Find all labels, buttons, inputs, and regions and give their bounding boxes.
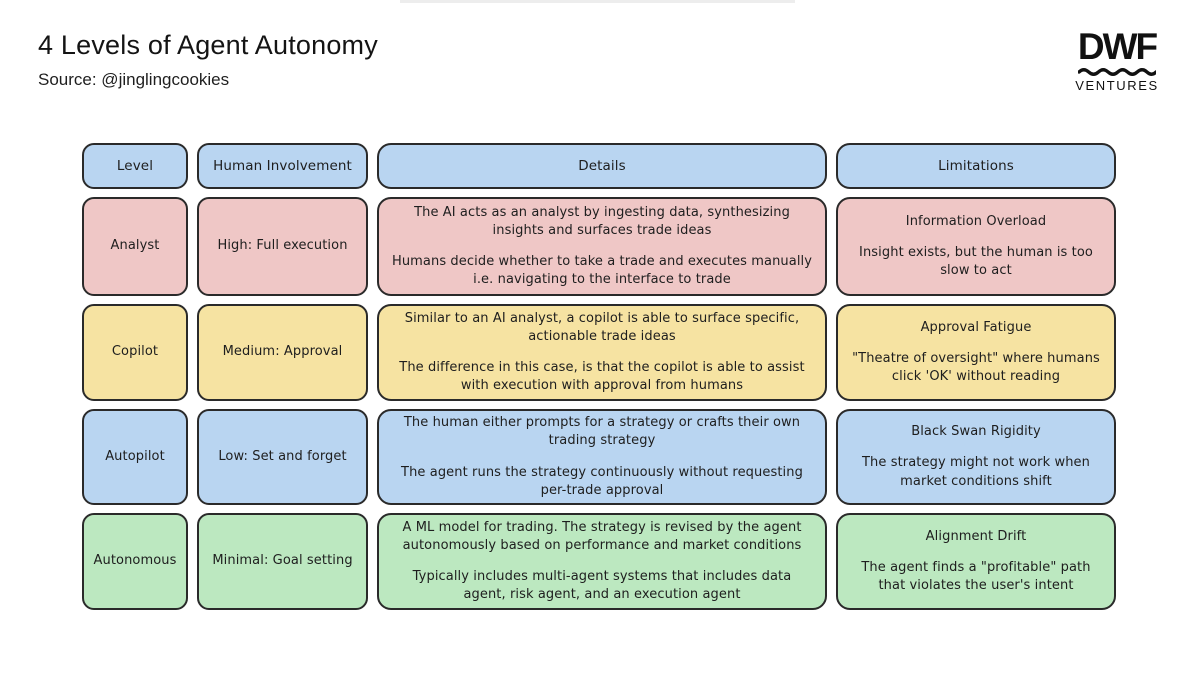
details-paragraph: Similar to an AI analyst, a copilot is able to surface specific, actionable trade ideas [404,310,800,344]
level-cell-analyst: Analyst [82,197,188,296]
details-paragraph: Humans decide whether to take a trade and executes manually i.e. navigating to the interface to trade [391,254,813,288]
header-human-involvement: Human Involvement [197,143,368,189]
top-edge-bar [400,0,795,3]
details-paragraph: Typically includes multi-agent systems that includes data agent, risk agent, and an execution agent [412,569,792,603]
details-paragraph: The agent runs the strategy continuously without requesting per-trade approval [401,464,803,498]
limitation-body: The strategy might not work when market conditions shift [862,455,1090,489]
limitation-body: "Theatre of oversight" where humans click 'OK' without reading [852,350,1100,385]
limitation-body: The agent finds a "profitable" path that violates the user's intent [861,559,1091,594]
header-limitations: Limitations [836,143,1116,189]
limitations-cell-copilot [836,304,1116,401]
header-details: Details [377,143,827,189]
dwf-ventures-logo [1074,28,1160,93]
details-cell-analyst [377,197,827,296]
details-paragraph: The difference in this case, is that the copilot is able to assist with execution with approval from humans [399,360,805,394]
limitation-title: Alignment Drift [925,528,1027,544]
page-title: 4 Levels of Agent Autonomy [38,30,378,60]
details-cell-autopilot [377,409,827,505]
details-paragraph: The AI acts as an analyst by ingesting data, synthesizing insights and surfaces trade ideas [414,204,790,238]
level-cell-autopilot: Autopilot [82,409,188,505]
limitations-cell-autonomous [836,513,1116,610]
limitation-title: Information Overload [905,213,1047,229]
details-cell-copilot [377,304,827,401]
wave-icon [1078,67,1156,77]
limitation-body: Insight exists, but the human is too slow to act [859,244,1093,279]
involvement-cell-analyst: High: Full execution [197,197,368,296]
details-paragraph: The human either prompts for a strategy or crafts their own trading strategy [403,415,801,449]
logo-subtext: VENTURES [1075,78,1159,93]
limitations-cell-analyst [836,197,1116,296]
limitations-cell-autopilot [836,409,1116,505]
source-attribution: Source: @jinglingcookies [38,70,230,89]
logo-wordmark: DWF [1077,26,1157,67]
level-cell-copilot: Copilot [82,304,188,401]
involvement-cell-copilot: Medium: Approval [197,304,368,401]
autonomy-levels-table [82,143,1116,610]
involvement-cell-autopilot: Low: Set and forget [197,409,368,505]
header-level: Level [82,143,188,189]
level-cell-autonomous: Autonomous [82,513,188,610]
details-paragraph: A ML model for trading. The strategy is revised by the agent autonomously based on performance and market conditions [402,519,802,553]
involvement-cell-autonomous: Minimal: Goal setting [197,513,368,610]
limitation-title: Black Swan Rigidity [911,424,1041,440]
details-cell-autonomous [377,513,827,610]
limitation-title: Approval Fatigue [920,319,1032,335]
